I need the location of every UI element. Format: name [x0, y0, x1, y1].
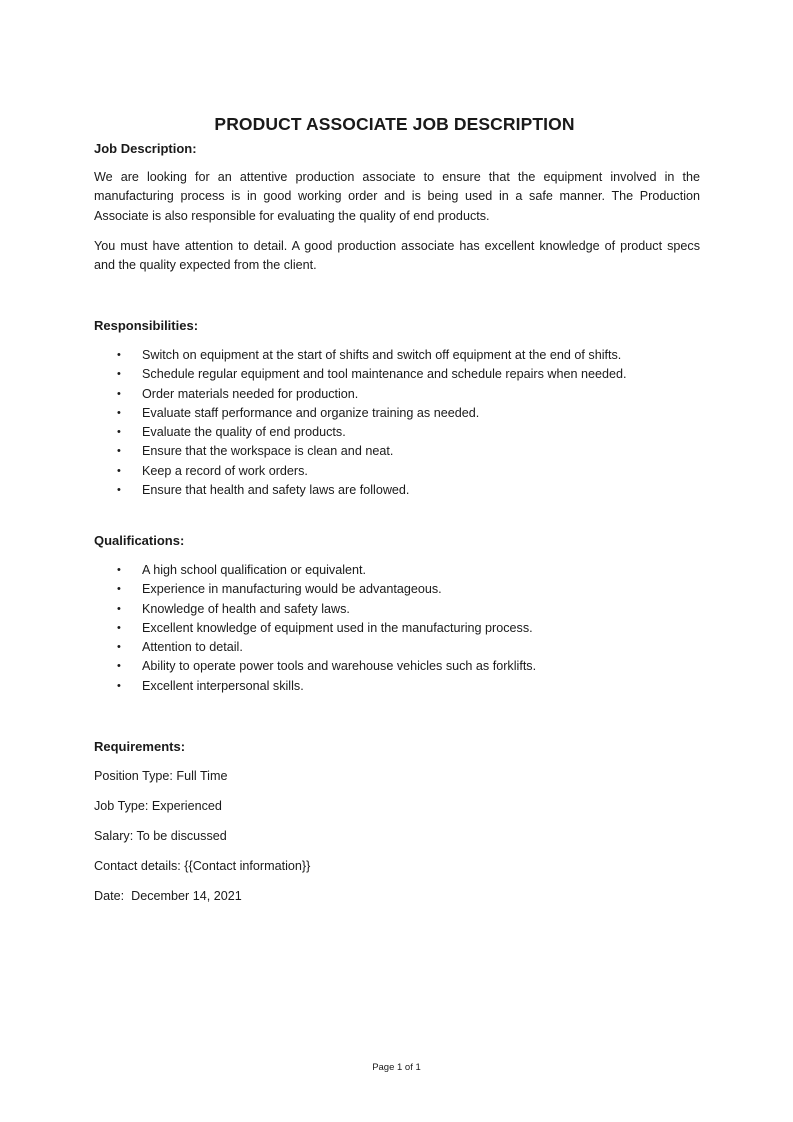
requirements-heading: Requirements: — [94, 739, 186, 754]
list-item — [94, 365, 694, 384]
job-type: Job Type: Experienced — [94, 799, 222, 813]
list-item — [94, 561, 694, 580]
list-item — [94, 385, 694, 404]
list-item — [94, 462, 694, 481]
bullet-icon: • — [117, 679, 121, 692]
job-description-paragraph-1: We are looking for an attentive production associate to ensure that the equipment involved in the manufacturing process is in good working order and is being used in a safe manner. The Production Associate is also responsible for evaluating the quality of end products. — [94, 170, 700, 223]
list-item-text: Keep a record of work orders. — [142, 463, 308, 478]
responsibilities-heading: Responsibilities: — [94, 318, 199, 333]
date: Date: December 14, 2021 — [94, 889, 242, 903]
position-type: Position Type: Full Time — [94, 769, 228, 783]
list-item-text: Experience in manufacturing would be advantageous. — [142, 582, 442, 597]
job-description-paragraph-2: You must have attention to detail. A good production associate has excellent knowledge of product specs and the quality expected from the client. — [94, 239, 700, 273]
bullet-icon: • — [117, 660, 121, 673]
list-item — [94, 404, 694, 423]
list-item — [94, 346, 694, 365]
list-item — [94, 619, 694, 638]
list-item-text: Ensure that the workspace is clean and neat. — [142, 444, 394, 459]
list-item-text: Evaluate the quality of end products. — [142, 425, 346, 440]
list-item-text: Schedule regular equipment and tool maintenance and schedule repairs when needed. — [142, 367, 627, 382]
list-item-text: Evaluate staff performance and organize training as needed. — [142, 405, 480, 420]
list-item-text: Order materials needed for production. — [142, 386, 359, 401]
bullet-icon: • — [117, 583, 121, 596]
list-item — [94, 657, 694, 676]
list-item — [94, 638, 694, 657]
bullet-icon: • — [117, 641, 121, 654]
list-item-text: Knowledge of health and safety laws. — [142, 601, 350, 616]
list-item — [94, 481, 694, 500]
bullet-icon: • — [117, 406, 121, 419]
list-item-text: Excellent knowledge of equipment used in the manufacturing process. — [142, 620, 533, 635]
job-description-heading: Job Description: — [94, 141, 197, 156]
list-item-text: Attention to detail. — [142, 640, 243, 655]
list-item — [94, 600, 694, 619]
list-item-text: Ensure that health and safety laws are followed. — [142, 483, 410, 498]
list-item-text: Switch on equipment at the start of shifts and switch off equipment at the end of shifts. — [142, 348, 622, 362]
bullet-icon: • — [117, 602, 121, 615]
bullet-icon: • — [117, 484, 121, 497]
bullet-icon: • — [117, 349, 121, 361]
contact-details: Contact details: {{Contact information}} — [94, 859, 311, 873]
document-title: PRODUCT ASSOCIATE JOB DESCRIPTION — [214, 114, 575, 134]
list-item — [94, 442, 694, 461]
list-item-text: Ability to operate power tools and warehouse vehicles such as forklifts. — [142, 659, 537, 674]
bullet-icon: • — [117, 464, 121, 477]
list-item — [94, 580, 694, 599]
page-footer: Page 1 of 1 — [372, 1062, 421, 1073]
bullet-icon: • — [117, 387, 121, 400]
qualifications-list — [94, 561, 694, 696]
salary: Salary: To be discussed — [94, 829, 227, 843]
qualifications-heading: Qualifications: — [94, 533, 185, 548]
list-item-text: A high school qualification or equivalent. — [142, 563, 367, 577]
list-item — [94, 677, 694, 696]
bullet-icon: • — [117, 564, 121, 576]
list-item-text: Excellent interpersonal skills. — [142, 678, 304, 693]
bullet-icon: • — [117, 426, 121, 439]
bullet-icon: • — [117, 368, 121, 381]
bullet-icon: • — [117, 621, 121, 634]
bullet-icon: • — [117, 445, 121, 458]
list-item — [94, 423, 694, 442]
responsibilities-list — [94, 346, 694, 500]
